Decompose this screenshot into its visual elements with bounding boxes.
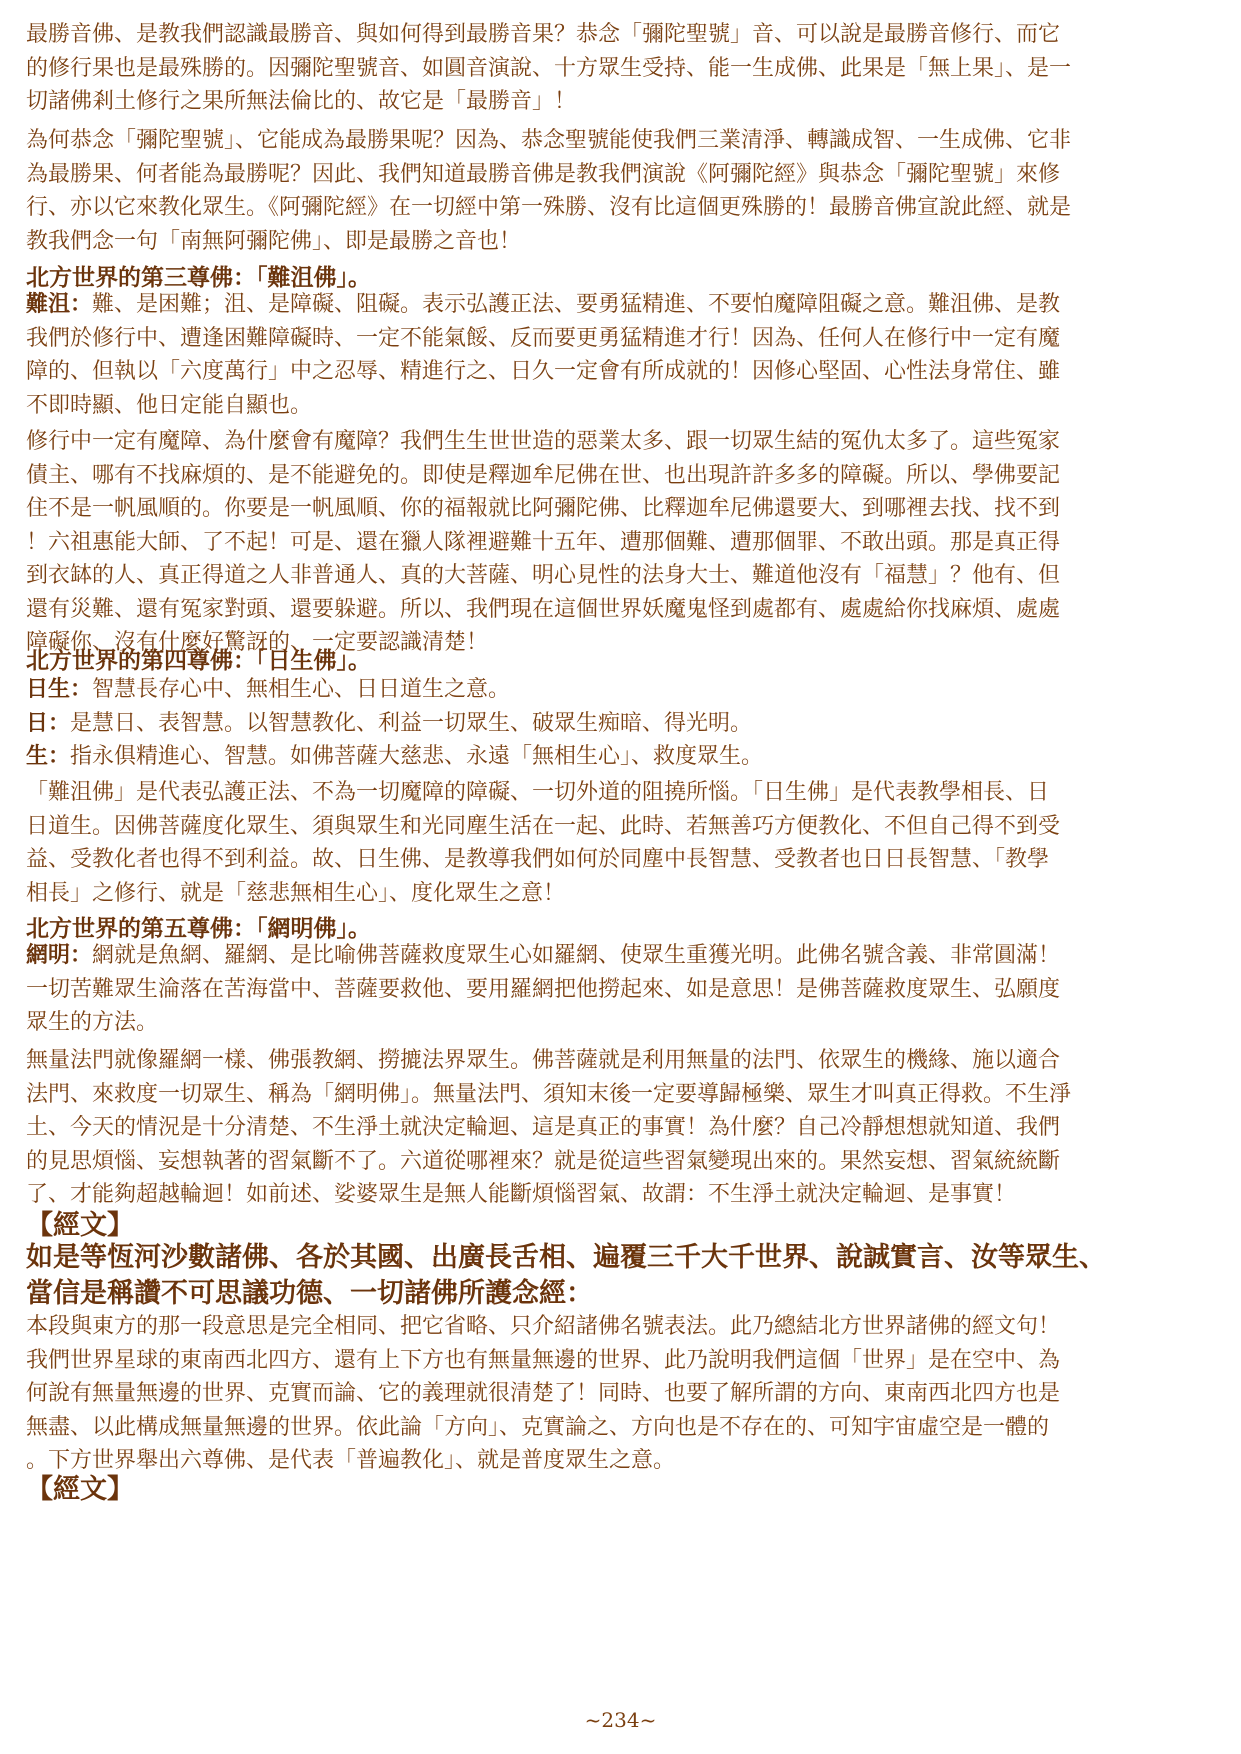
text-line: 何說有無量無邊的世界、克實而論、它的義理就很清楚了！同時、也要了解所謂的方向、東南西北四方也是 bbox=[26, 1381, 1061, 1406]
text-line: 為何恭念「彌陀聖號」、它能成為最勝果呢？因為、恭念聖號能使我們三業清淨、轉識成智、一生成佛、它非 bbox=[26, 128, 1072, 153]
text-line: 最勝音佛、是教我們認識最勝音、與如何得到最勝音果？恭念「彌陀聖號」音、可以說是最勝音修行、而它 bbox=[26, 22, 1061, 47]
sutra-label: 【經文】 bbox=[26, 1210, 134, 1241]
term-label: 日生： bbox=[26, 676, 93, 702]
term-label: 日： bbox=[26, 709, 71, 736]
text-line: 法門、來救度一切眾生、稱為「網明佛」。無量法門、須知末後一定要導歸極樂、眾生才叫真正得救。不生淨 bbox=[26, 1081, 1072, 1107]
text-line: 切諸佛剎土修行之果所無法倫比的、故它是「最勝音」！ bbox=[26, 89, 577, 114]
paragraph-nanju-risheng bbox=[26, 776, 1216, 910]
paragraph-nanju bbox=[26, 288, 1216, 422]
text-line: ！六祖惠能大師、了不起！可是、還在獵人隊裡避難十五年、遭那個難、遭那個罪、不敢出頭。那是真正得 bbox=[26, 529, 1061, 555]
sutra-line: 如是等恆河沙數諸佛、各於其國、出廣長舌相、遍覆三千大千世界、說誠實言、汝等眾生、 bbox=[26, 1242, 1106, 1273]
text-line: 本段與東方的那一段意思是完全相同、把它省略、只介紹諸佛名號表法。此乃總結北方世界諸佛的經文句！ bbox=[26, 1314, 1061, 1339]
text-line: 一切苦難眾生淪落在苦海當中、菩薩要救他、要用羅網把他撈起來、如是意思！是佛菩薩救度眾生、弘願度 bbox=[26, 976, 1061, 1002]
paragraph-zuishengyin bbox=[26, 18, 1216, 119]
term-text: 指永俱精進心、智慧。如佛菩薩大慈悲、永遠「無相生心」、救度眾生。 bbox=[70, 744, 764, 769]
text-line: 眾生的方法。 bbox=[26, 1010, 159, 1035]
text-line bbox=[26, 939, 1216, 973]
text-line: 我們世界星球的東南西北四方、還有上下方也有無量無邊的世界、此乃說明我們這個「世界」是在空中、為 bbox=[26, 1347, 1061, 1373]
text-line bbox=[26, 740, 1216, 774]
sutra-text bbox=[26, 1240, 1226, 1312]
paragraph-risheng-terms bbox=[26, 673, 1216, 774]
sutra-label: 【經文】 bbox=[26, 1474, 134, 1505]
text-line: 土、今天的情況是十分清楚、不生淨土就決定輪迴、這是真正的事實！為什麼？自己冷靜想想就知道、我們 bbox=[26, 1115, 1061, 1140]
text-line: 的修行果也是最殊勝的。因彌陀聖號音、如圓音演說、十方眾生受持、能一生成佛、此果是「無上果」、是一 bbox=[26, 55, 1072, 81]
term-text: 難、是困難；沮、是障礙、阻礙。表示弘護正法、要勇猛精進、不要怕魔障阻礙之意。難沮佛、是教 bbox=[92, 292, 1061, 317]
section-heading-wangming: 北方世界的第五尊佛：「網明佛」。 bbox=[26, 915, 371, 942]
text-line bbox=[26, 673, 1216, 707]
paragraph-mozhang bbox=[26, 425, 1216, 660]
paragraph-commentary bbox=[26, 1310, 1216, 1478]
text-line: 。下方世界舉出六尊佛、是代表「普遍教化」、就是普度眾生之意。 bbox=[26, 1448, 676, 1473]
sutra-line: 當信是稱讚不可思議功德、一切諸佛所護念經： bbox=[26, 1278, 593, 1309]
text-line: 不即時顯、他日定能自顯也。 bbox=[26, 392, 313, 418]
text-line: 「難沮佛」是代表弘護正法、不為一切魔障的障礙、一切外道的阻撓所惱。「日生佛」是代表教學相長、日 bbox=[26, 780, 1050, 805]
page-number: ~234~ bbox=[584, 1708, 657, 1732]
paragraph-wangming bbox=[26, 939, 1216, 1040]
text-line: 相長」之修行、就是「慈悲無相生心」、度化眾生之意！ bbox=[26, 880, 566, 906]
term-text: 智慧長存心中、無相生心、日日道生之意。 bbox=[92, 677, 511, 702]
text-line bbox=[26, 707, 1216, 741]
text-line: 住不是一帆風順的。你要是一帆風順、你的福報就比阿彌陀佛、比釋迦牟尼佛還要大、到哪裡去找、找不到 bbox=[26, 496, 1061, 521]
text-line: 還有災難、還有冤家對頭、還要躲避。所以、我們現在這個世界妖魔鬼怪到處都有、處處給你找麻煩、處處 bbox=[26, 596, 1061, 622]
term-text: 網就是魚網、羅網、是比喻佛菩薩救度眾生心如羅網、使眾生重獲光明。此佛名號含義、非常圓滿！ bbox=[92, 943, 1061, 968]
section-heading-nanju: 北方世界的第三尊佛：「難沮佛」。 bbox=[26, 264, 371, 291]
term-label: 網明： bbox=[26, 942, 93, 968]
text-line bbox=[26, 288, 1216, 322]
text-line: 無盡、以此構成無量無邊的世界。依此論「方向」、克實論之、方向也是不存在的、可知宇宙虛空是一體的 bbox=[26, 1414, 1050, 1440]
text-line: 日道生。因佛菩薩度化眾生、須與眾生和光同塵生活在一起、此時、若無善巧方便教化、不但自己得不到受 bbox=[26, 813, 1061, 839]
term-label: 難沮： bbox=[26, 291, 93, 317]
text-line: 教我們念一句「南無阿彌陀佛」、即是最勝之音也！ bbox=[26, 228, 522, 254]
paragraph-mituo-shenghao bbox=[26, 124, 1216, 258]
text-line: 無量法門就像羅網一樣、佛張教網、撈摝法界眾生。佛菩薩就是利用無量的法門、依眾生的機緣、施以適合 bbox=[26, 1048, 1061, 1073]
text-line: 障的、但執以「六度萬行」中之忍辱、精進行之、日久一定會有所成就的！因修心堅固、心性法身常住、雖 bbox=[26, 359, 1061, 384]
text-line: 債主、哪有不找麻煩的、是不能避免的。即使是釋迦牟尼佛在世、也出現許許多多的障礙。所以、學佛要記 bbox=[26, 462, 1061, 488]
text-line: 到衣缽的人、真正得道之人非普通人、真的大菩薩、明心見性的法身大士、難道他沒有「福慧」？他有、但 bbox=[26, 563, 1061, 588]
section-heading-risheng: 北方世界的第四尊佛：「日生佛」。 bbox=[26, 647, 371, 674]
text-line: 益、受教化者也得不到利益。故、日生佛、是教導我們如何於同塵中長智慧、受教者也日日長智慧、「教學 bbox=[26, 847, 1050, 872]
text-line: 我們於修行中、遭逢困難障礙時、一定不能氣餒、反而要更勇猛精進才行！因為、任何人在修行中一定有魔 bbox=[26, 325, 1061, 351]
term-text: 是慧日、表智慧。以智慧教化、利益一切眾生、破眾生痴暗、得光明。 bbox=[70, 710, 753, 736]
text-line: 行、亦以它來教化眾生。《阿彌陀經》在一切經中第一殊勝、沒有比這個更殊勝的！最勝音佛宣說此經、就是 bbox=[26, 195, 1072, 220]
paragraph-wuliang-famen bbox=[26, 1044, 1216, 1212]
text-line: 了、才能夠超越輪迴！如前述、娑婆眾生是無人能斷煩惱習氣、故謂：不生淨土就決定輪迴、是事實！ bbox=[26, 1182, 1017, 1207]
text-line: 障礙你、沒有什麼好驚訝的、一定要認識清楚！ bbox=[26, 630, 489, 655]
text-line: 修行中一定有魔障、為什麼會有魔障？我們生生世世造的惡業太多、跟一切眾生結的冤仇太多了。這些冤家 bbox=[26, 429, 1061, 454]
term-label: 生： bbox=[26, 743, 71, 769]
text-line: 的見思煩惱、妄想執著的習氣斷不了。六道從哪裡來？就是從這些習氣變現出來的。果然妄想、習氣統統斷 bbox=[26, 1148, 1061, 1174]
text-line: 為最勝果、何者能為最勝呢？因此、我們知道最勝音佛是教我們演說《阿彌陀經》與恭念「彌陀聖號」來修 bbox=[26, 161, 1061, 187]
